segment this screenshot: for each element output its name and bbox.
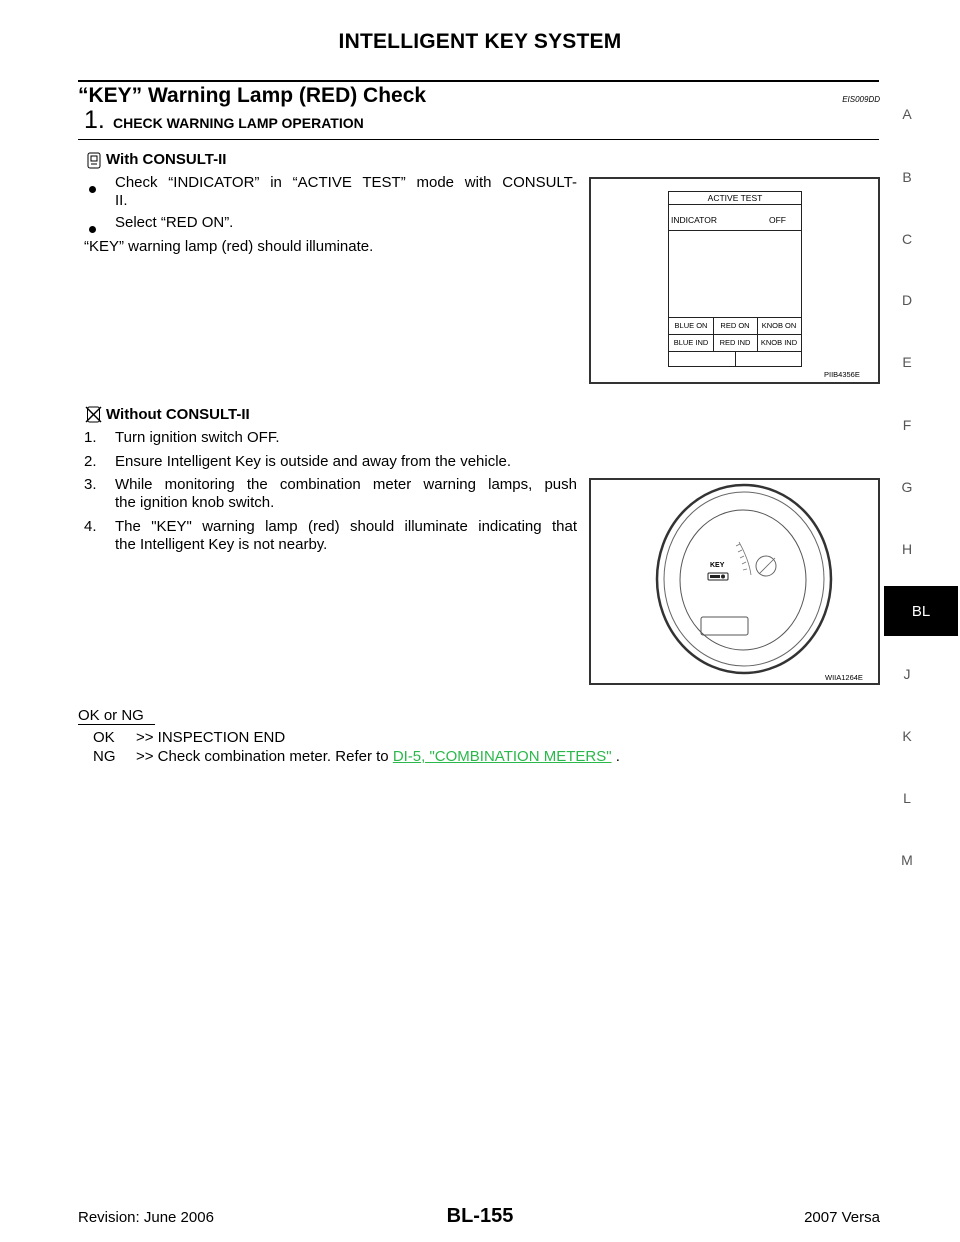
step-rule	[78, 139, 879, 140]
bullet-select-red-on: Select “RED ON”.	[115, 214, 234, 231]
step-3-text: While monitoring the combination meter warning lamps, push	[115, 476, 577, 493]
bullet-check-indicator: Check “INDICATOR” in “ACTIVE TEST” mode with CONSULT-	[115, 174, 577, 191]
active-test-figure	[589, 177, 880, 384]
footer-page-number: BL-155	[446, 1205, 514, 1227]
combination-meter-figure	[589, 478, 880, 685]
ok-label: OK	[93, 729, 115, 746]
side-index-k[interactable]: K	[902, 728, 912, 744]
ng-label: NG	[93, 748, 116, 765]
ok-ng-heading: OK or NG	[78, 707, 144, 724]
side-index-j[interactable]: J	[903, 666, 911, 682]
section-code: EIS009DD	[842, 95, 880, 104]
step-4-text-cont: the Intelligent Key is not nearby.	[115, 536, 328, 553]
bullet-icon	[89, 180, 96, 198]
active-test-screen	[668, 191, 802, 367]
bullet-icon	[89, 220, 96, 238]
red-on-button: RED ON	[720, 321, 750, 330]
step-1-text: Turn ignition switch OFF.	[115, 429, 280, 446]
no-consult-icon	[85, 406, 102, 423]
ok-action: >> INSPECTION END	[136, 729, 286, 746]
red-ind-button: RED IND	[719, 338, 751, 347]
side-index-c[interactable]: C	[901, 231, 913, 247]
bullet-check-indicator-cont: II.	[115, 192, 128, 209]
step-number: 1.	[84, 106, 105, 134]
blue-on-button: BLUE ON	[674, 321, 708, 330]
side-index-h[interactable]: H	[901, 541, 913, 557]
step-2-number: 2.	[84, 453, 97, 470]
footer-model: 2007 Versa	[804, 1209, 880, 1226]
active-test-title: ACTIVE TEST	[707, 193, 763, 203]
row-divider	[669, 230, 801, 231]
with-consult-heading: With CONSULT-II	[106, 151, 227, 168]
consult-icon	[86, 152, 102, 169]
side-index-m[interactable]: M	[901, 852, 913, 868]
grid-line	[669, 317, 801, 318]
side-index-bl-active[interactable]: BL	[884, 586, 958, 636]
step-3-number: 3.	[84, 476, 97, 493]
knob-ind-button: KNOB IND	[760, 338, 798, 347]
ng-action-text: >> Check combination meter. Refer to	[136, 748, 389, 765]
side-index-b[interactable]: B	[902, 169, 912, 185]
combination-meters-link[interactable]: DI-5, "COMBINATION METERS"	[392, 748, 612, 765]
with-consult-result: “KEY” warning lamp (red) should illuminate.	[84, 238, 374, 255]
grid-line	[735, 351, 736, 366]
step-1-number: 1.	[84, 429, 97, 446]
step-4-text: The "KEY" warning lamp (red) should illuminate indicating that	[115, 518, 577, 535]
side-index-g[interactable]: G	[901, 479, 913, 495]
button-grid	[669, 317, 801, 366]
page-header-title: INTELLIGENT KEY SYSTEM	[338, 30, 622, 53]
key-lamp-label: KEY	[710, 562, 725, 569]
blue-ind-button: BLUE IND	[673, 338, 709, 347]
side-index-e[interactable]: E	[902, 354, 912, 370]
without-consult-heading: Without CONSULT-II	[106, 406, 250, 423]
side-index-f[interactable]: F	[902, 417, 912, 433]
indicator-value: OFF	[769, 215, 786, 225]
grid-line	[669, 334, 801, 335]
knob-on-button: KNOB ON	[761, 321, 797, 330]
figure-code: WIIA1264E	[825, 673, 863, 682]
side-index-a[interactable]: A	[902, 106, 912, 122]
indicator-label: INDICATOR	[671, 215, 717, 225]
combination-meter-drawing	[591, 480, 878, 683]
section-title: “KEY” Warning Lamp (RED) Check	[78, 84, 427, 107]
figure-code: PIIB4356E	[824, 370, 860, 379]
title-divider	[669, 204, 801, 205]
ng-action-end: .	[615, 748, 620, 765]
ok-ng-underline	[78, 724, 155, 725]
footer-revision: Revision: June 2006	[78, 1209, 214, 1226]
side-index-d[interactable]: D	[901, 292, 913, 308]
header-rule	[78, 80, 879, 82]
step-3-text-cont: the ignition knob switch.	[115, 494, 275, 511]
step-4-number: 4.	[84, 518, 97, 535]
step-title: CHECK WARNING LAMP OPERATION	[113, 115, 364, 131]
ng-action	[136, 748, 620, 766]
side-index-l[interactable]: L	[903, 790, 911, 806]
step-2-text: Ensure Intelligent Key is outside and away from the vehicle.	[115, 453, 512, 470]
